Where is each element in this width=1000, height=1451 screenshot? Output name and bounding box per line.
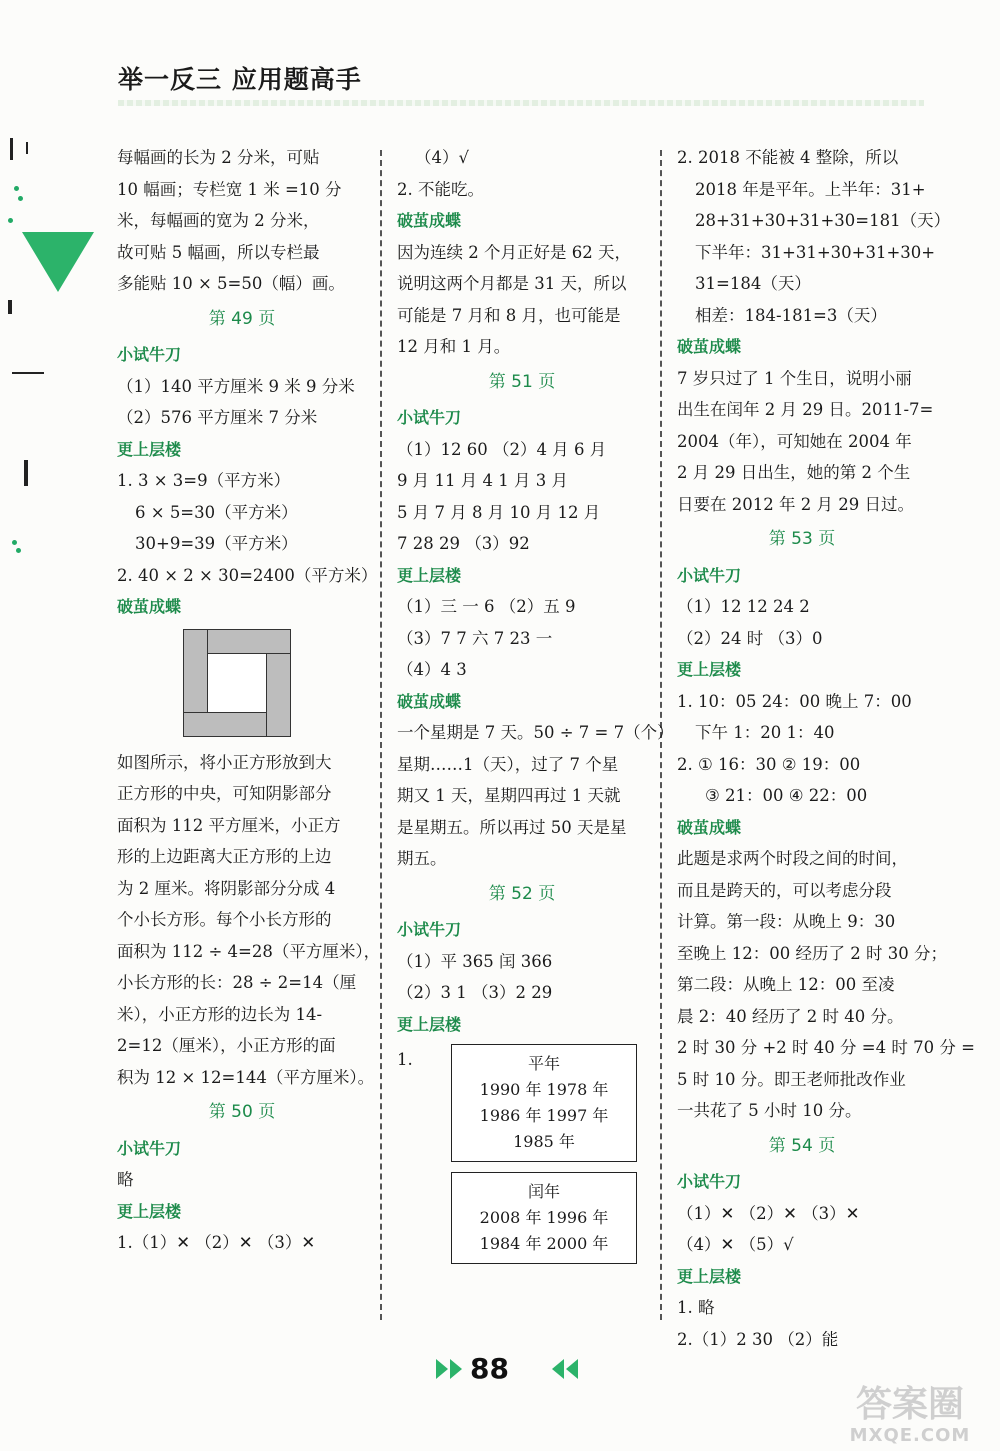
answer-line: （2）24 时 （3）0 [677, 628, 823, 648]
answer-line: ③ 21：00 ④ 22：00 [705, 786, 868, 805]
page-number: 88 [470, 1352, 509, 1385]
text-line: 积为 12 × 12=144（平方厘米）。 [117, 1067, 375, 1087]
text-line: 如图所示，将小正方形放到大 [117, 752, 332, 772]
watermark-logo: 答案圈 [855, 1384, 964, 1425]
box-row: 1985 年 [513, 1132, 575, 1151]
section-label: 破茧成蝶 [117, 597, 182, 616]
answer-line: 2. 不能吃。 [397, 179, 484, 199]
text-line: 2 月 29 日出生，她的第 2 个生 [677, 463, 911, 482]
margin-decoration [8, 300, 12, 314]
text-line: 是星期五。所以再过 50 天是星 [397, 817, 627, 837]
answer-column-3 [677, 142, 975, 1355]
box-row: 2008 年 1996 年 [479, 1208, 609, 1227]
text-line: 日要在 2012 年 2 月 29 日过。 [677, 494, 914, 514]
watermark [830, 1385, 990, 1445]
answer-line: （3）7 7 六 7 23 一 [397, 628, 553, 648]
section-label: 更上层楼 [677, 660, 742, 679]
answer-line: 1. 10：05 24：00 晚上 7：00 [677, 691, 912, 711]
text-line: 期又 1 天，星期四再过 1 天就 [397, 786, 621, 805]
answer-line: （2）576 平方厘米 7 分米 [117, 408, 318, 427]
text-line: 米），小正方形的边长为 14- [117, 1004, 323, 1024]
text-line: 此题是求两个时段之间的时间， [677, 849, 908, 868]
answer-line: （1）12 12 24 2 [677, 597, 810, 616]
answer-line: （1）✕ （2）✕ （3）✕ [677, 1203, 860, 1223]
text-line: 5 时 10 分。即王老师批改作业 [677, 1069, 906, 1089]
answer-line: 略 [117, 1170, 134, 1189]
column-divider [380, 150, 382, 1320]
right-arrow-icon [450, 1359, 462, 1379]
text-line: 为 2 厘米。将阴影部分分成 4 [117, 878, 336, 898]
section-label: 更上层楼 [397, 565, 462, 585]
margin-dot [18, 196, 23, 201]
section-label: 小试牛刀 [677, 1172, 742, 1191]
text-line: 28+31+30+31+30=181（天） [695, 211, 951, 230]
section-label: 更上层楼 [117, 439, 182, 459]
section-label: 小试牛刀 [117, 345, 182, 364]
text-line: 个小长方形。每个小长方形的 [117, 910, 332, 929]
section-label: 更上层楼 [117, 1201, 182, 1221]
text-line: 米，每幅画的宽为 2 分米， [117, 211, 320, 230]
section-label: 小试牛刀 [397, 920, 462, 939]
box-title: 闰年 [527, 1182, 560, 1201]
text-line: 晨 2：40 经历了 2 时 40 分。 [677, 1006, 904, 1026]
margin-dot [12, 540, 17, 545]
margin-decoration [10, 138, 13, 160]
section-label: 破茧成蝶 [677, 337, 742, 356]
item-number: 1. [397, 1050, 413, 1069]
text-line: 因为连续 2 个月正好是 62 天， [397, 242, 631, 262]
answer-line: （1）平 365 闰 366 [397, 951, 553, 971]
section-label: 破茧成蝶 [397, 691, 462, 711]
text-line: 2 时 30 分 +2 时 40 分 =4 时 70 分 = [677, 1038, 975, 1057]
square-frame-figure [183, 629, 291, 737]
margin-dot [16, 548, 21, 553]
margin-decoration [24, 460, 28, 486]
answer-line: 30+9=39（平方米） [135, 534, 298, 553]
text-line: 星期……1（天），过了 7 个星 [397, 754, 619, 774]
section-label: 小试牛刀 [677, 565, 742, 585]
partition-line [207, 629, 208, 653]
text-line: 一个星期是 7 天。50 ÷ 7 = 7（个） [397, 723, 674, 742]
leap-year-box [451, 1172, 637, 1264]
answer-line: （1）12 60 （2）4 月 6 月 [397, 439, 607, 459]
green-triangle-decoration [22, 232, 94, 292]
box-row: 1990 年 1978 年 [479, 1080, 609, 1099]
page-heading: 第 49 页 [208, 308, 276, 329]
margin-dot [8, 218, 13, 223]
text-line: 可能是 7 月和 8 月，也可能是 [397, 305, 621, 325]
text-line: 小长方形的长：28 ÷ 2=14（厘 [117, 973, 357, 992]
page-heading: 第 52 页 [488, 883, 556, 904]
answer-line: 1. 3 × 3=9（平方米） [117, 471, 291, 490]
answer-box-row [397, 1040, 647, 1274]
text-line: 形的上边距离大正方形的上边 [117, 847, 332, 866]
inner-square [207, 653, 267, 713]
text-line: 每幅画的长为 2 分米，可贴 [117, 148, 320, 167]
book-title: 举一反三 应用题高手 [118, 65, 362, 94]
left-arrow-icon [552, 1359, 564, 1379]
text-line: 第二段：从晚上 12：00 至凌 [677, 975, 895, 994]
left-arrow-icon [566, 1359, 578, 1379]
box-title: 平年 [527, 1054, 560, 1073]
answer-line: 2. ① 16：30 ② 19：00 [677, 754, 861, 774]
text-line: 2004（年），可知她在 2004 年 [677, 431, 912, 451]
answer-line: （1）三 一 6 （2）五 9 [397, 597, 576, 616]
partition-line [266, 653, 291, 654]
text-line: 31=184（天） [695, 274, 811, 293]
page-heading: 第 51 页 [488, 371, 556, 392]
watermark-site: MXQE.COM [849, 1425, 971, 1446]
text-line: 2018 年是平年。上半年：31+ [695, 179, 926, 199]
section-label: 更上层楼 [397, 1014, 462, 1034]
text-line: 至晚上 12：00 经历了 2 时 30 分； [677, 943, 947, 963]
text-line: 12 月和 1 月。 [397, 337, 511, 356]
partition-line [266, 712, 267, 737]
section-label: 更上层楼 [677, 1266, 742, 1286]
page-heading: 第 53 页 [768, 529, 836, 549]
text-line: 7 岁只过了 1 个生日，说明小丽 [677, 368, 912, 388]
answer-line: （4）√ [415, 148, 470, 167]
text-line: 2. 2018 不能被 4 整除，所以 [677, 148, 899, 167]
answer-line: 5 月 7 月 8 月 10 月 12 月 [397, 502, 601, 522]
answer-line: （1）140 平方厘米 9 米 9 分米 [117, 376, 355, 396]
answer-line: （4）✕ （5）√ [677, 1235, 794, 1254]
section-label: 破茧成蝶 [677, 817, 742, 837]
margin-decoration [12, 372, 44, 374]
box-row: 1984 年 2000 年 [479, 1234, 609, 1253]
answer-line: 9 月 11 月 4 1 月 3 月 [397, 471, 568, 490]
text-line: 正方形的中央，可知阴影部分 [117, 784, 332, 803]
text-line: 计算。第一段：从晚上 9：30 [677, 912, 896, 931]
answer-line: 7 28 29 （3）92 [397, 534, 530, 553]
text-line: 相差：184-181=3（天） [695, 305, 887, 325]
text-line: 出生在闰年 2 月 29 日。2011-7= [677, 400, 934, 419]
text-line: 多能贴 10 × 5=50（幅）画。 [117, 274, 345, 293]
text-line: 10 幅画；专栏宽 1 米 =10 分 [117, 179, 342, 199]
answer-line: 2.（1）2 30 （2）能 [677, 1329, 839, 1349]
common-year-box [451, 1044, 637, 1162]
section-label: 小试牛刀 [397, 408, 462, 427]
text-line: 故可贴 5 幅画，所以专栏最 [117, 242, 320, 262]
text-line: 下半年：31+31+30+31+30+ [695, 242, 936, 262]
answer-line: 1. 略 [677, 1298, 715, 1317]
answer-line: 6 × 5=30（平方米） [135, 502, 298, 522]
box-row: 1986 年 1997 年 [479, 1106, 609, 1125]
answer-line: （4）4 3 [397, 660, 467, 679]
text-line: 一共花了 5 小时 10 分。 [677, 1101, 862, 1120]
answer-line: （2）3 1 （3）2 29 [397, 983, 553, 1002]
section-label: 破茧成蝶 [397, 211, 462, 230]
answer-line: 下午 1：20 1：40 [695, 723, 835, 742]
margin-dot [14, 186, 19, 191]
section-label: 小试牛刀 [117, 1138, 182, 1158]
text-line: 而且是跨天的，可以考虑分段 [677, 880, 892, 900]
partition-line [183, 712, 207, 713]
text-line: 期五。 [397, 849, 447, 868]
answer-line: 2. 40 × 2 × 30=2400（平方米） [117, 565, 378, 585]
page-heading: 第 54 页 [768, 1135, 836, 1156]
margin-decoration [26, 142, 28, 154]
text-line: 面积为 112 平方厘米，小正方 [117, 815, 341, 835]
text-line: 说明这两个月都是 31 天，所以 [397, 274, 627, 293]
header-rule [118, 100, 924, 106]
text-line: 2=12（厘米），小正方形的面 [117, 1036, 336, 1055]
answer-line: 1.（1）✕ （2）✕ （3）✕ [117, 1233, 316, 1252]
page-heading: 第 50 页 [208, 1102, 276, 1122]
right-arrow-icon [436, 1359, 448, 1379]
answer-column-2 [397, 142, 674, 1274]
answer-column-1 [117, 142, 381, 1259]
text-line: 面积为 112 ÷ 4=28（平方厘米）， [117, 941, 381, 961]
